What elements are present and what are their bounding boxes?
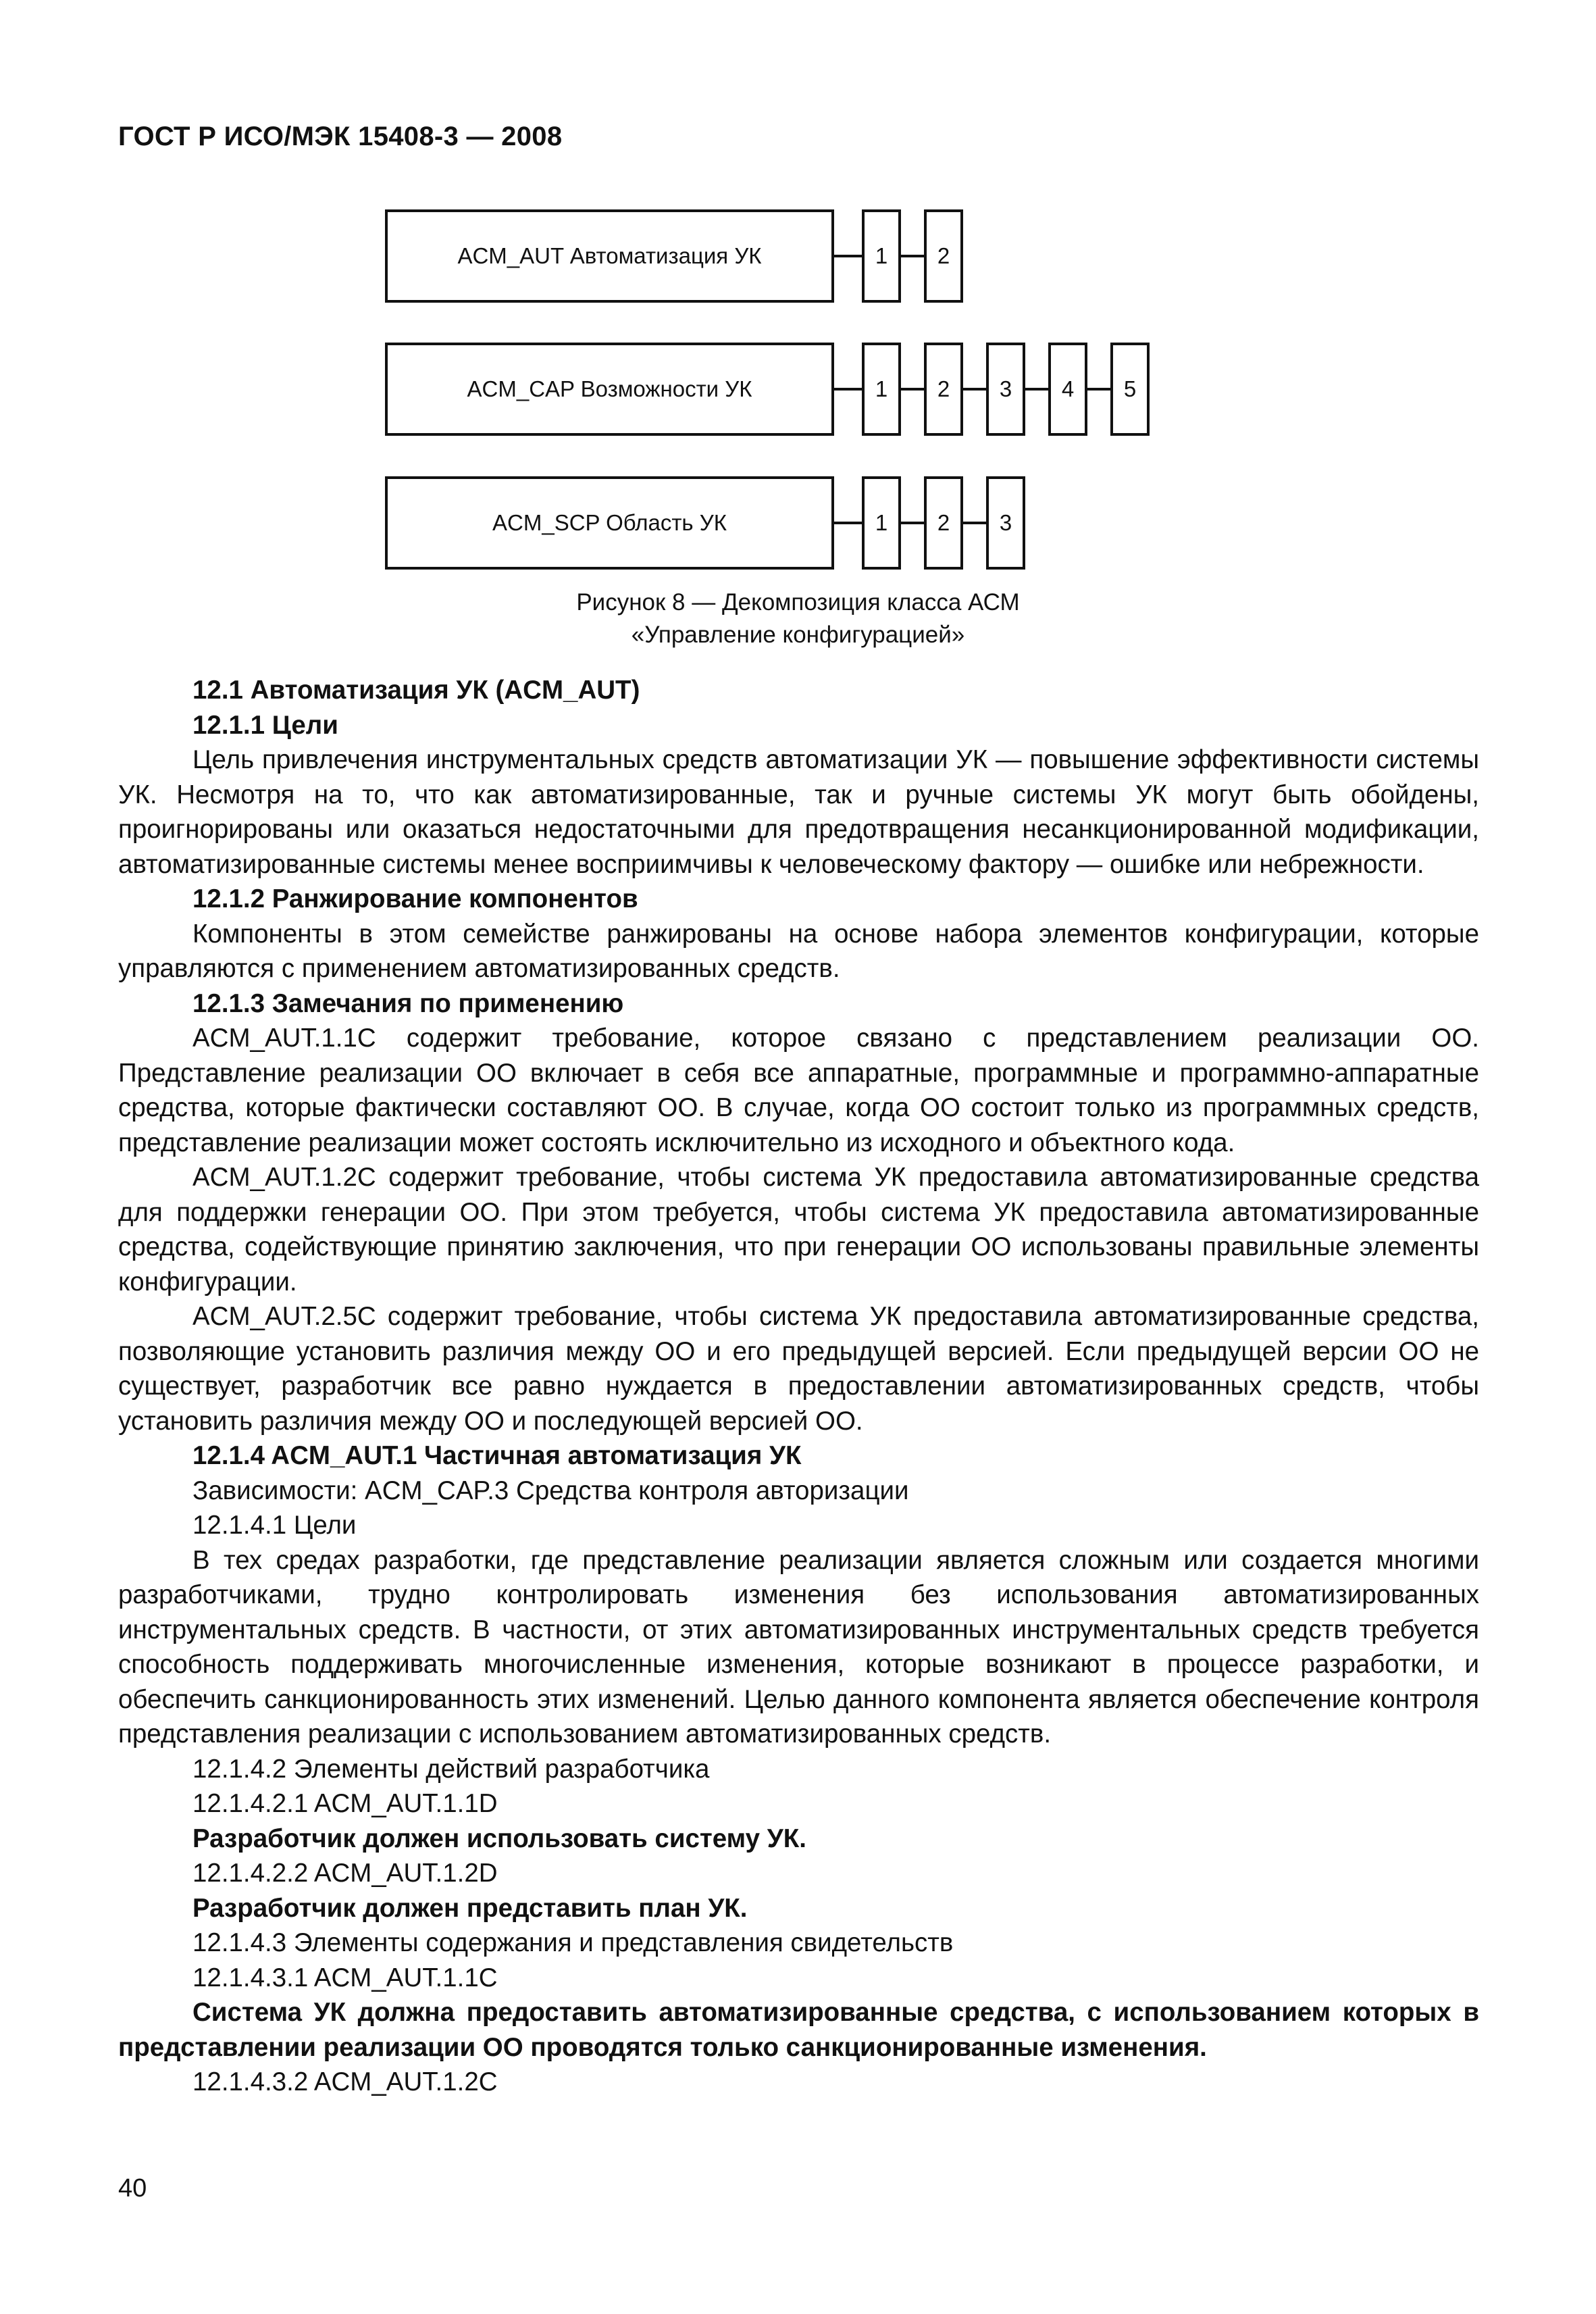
connector-line (831, 388, 862, 391)
connector-line (901, 522, 924, 524)
component-box: 3 (986, 476, 1025, 570)
document-header: ГОСТ Р ИСО/МЭК 15408-3 — 2008 (118, 122, 563, 151)
connector-line (1087, 388, 1110, 391)
component-box: 4 (1048, 343, 1087, 436)
paragraph: ACM_AUT.2.5C содержит требование, чтобы система УК предоставила автоматизированные средства, позволяющие установить различия между ОО и его предыдущей версией. Если предыдущей версии ОО не существует, разработчик все равно нуждается в предоставлении автоматизированных средств, чтобы установить различия между ОО и последующей версией ОО. (118, 1302, 1479, 1436)
paragraph: 12.1.4.2.1 ACM_AUT.1.1D (192, 1789, 498, 1818)
component-box: 1 (862, 209, 901, 303)
requirement-statement: Разработчик должен представить план УК. (192, 1893, 748, 1923)
paragraph: 12.1.4.3.2 ACM_AUT.1.2C (192, 2067, 498, 2096)
paragraph: Зависимости: ACM_CAP.3 Средства контроля авторизации (192, 1476, 909, 1505)
paragraph: 12.1.4.2.2 ACM_AUT.1.2D (192, 1859, 498, 1888)
section-heading: 12.1.3 Замечания по применению (192, 988, 624, 1018)
paragraph: ACM_AUT.1.1C содержит требование, которое связано с представлением реализации ОО. Представление реализации ОО включает в себя все аппаратные, программные и программно-аппаратные средства, которые фактически составляют ОО. В случае, когда ОО состоит только из программных средств, представление реализации может состоять исключительно из исходного и объектного кода. (118, 1024, 1479, 1157)
connector-line (901, 388, 924, 391)
family-box-acm-aut: ACM_AUT Автоматизация УК (385, 209, 834, 303)
page-number: 40 (118, 2174, 147, 2203)
requirement-statement: Система УК должна предоставить автоматизированные средства, с использованием которых в представлении реализации ОО проводятся только санкционированные изменения. (118, 1998, 1479, 2062)
paragraph: Цель привлечения инструментальных средств автоматизации УК — повышение эффективности системы УК. Несмотря на то, что как автоматизированные, так и ручные системы УК могут быть обойдены, проигнорированы или оказаться недостаточными для предотвращения несанкционированной модификации, автоматизированные системы менее восприимчивы к человеческому фактору — ошибке или небрежности. (118, 745, 1479, 879)
paragraph: ACM_AUT.1.2C содержит требование, чтобы система УК предоставила автоматизированные средства для поддержки генерации ОО. При этом требуется, чтобы система УК предоставила автоматизированные средства, содействующие принятию заключения, что при генерации ОО использованы правильные элементы конфигурации. (118, 1163, 1479, 1297)
section-heading: 12.1.4 ACM_AUT.1 Частичная автоматизация УК (192, 1441, 802, 1470)
class-decomposition-diagram (385, 209, 1222, 574)
component-box: 1 (862, 476, 901, 570)
connector-line (963, 522, 986, 524)
section-heading: 12.1.2 Ранжирование компонентов (192, 884, 638, 913)
family-box-acm-cap: ACM_CAP Возможности УК (385, 343, 834, 436)
component-box: 3 (986, 343, 1025, 436)
component-box: 5 (1110, 343, 1150, 436)
component-box: 1 (862, 343, 901, 436)
paragraph: 12.1.4.1 Цели (192, 1511, 357, 1540)
component-box: 2 (924, 343, 963, 436)
connector-line (831, 522, 862, 524)
figure-caption (0, 586, 1596, 651)
paragraph: Компоненты в этом семействе ранжированы на основе набора элементов конфигурации, которые управляются с применением автоматизированных средств. (118, 919, 1479, 983)
paragraph: В тех средах разработки, где представление реализации является сложным или создается многими разработчиками, трудно контролировать изменения без использования автоматизированных инструментальных средств. В частности, от этих автоматизированных инструментальных средств требуется способность поддерживать многочисленные изменения, которые возникают в процессе разработки, и обеспечить санкционированность этих изменений. Целью данного компонента является обеспечение контроля представления реализации с использованием автоматизированных средств. (118, 1545, 1479, 1749)
requirement-statement: Разработчик должен использовать систему УК. (192, 1823, 806, 1853)
paragraph: 12.1.4.3.1 ACM_AUT.1.1C (192, 1963, 498, 1992)
figure-caption-line-2: «Управление конфигурацией» (631, 622, 965, 648)
paragraph: 12.1.4.3 Элементы содержания и представления свидетельств (192, 1928, 954, 1957)
document-body (118, 673, 1479, 2100)
connector-line (1025, 388, 1048, 391)
family-box-acm-scp: ACM_SCP Область УК (385, 476, 834, 570)
figure-caption-line-1: Рисунок 8 — Декомпозиция класса АСМ (576, 589, 1020, 615)
connector-line (963, 388, 986, 391)
component-box: 2 (924, 476, 963, 570)
section-heading: 12.1 Автоматизация УК (ACM_AUT) (192, 676, 640, 705)
section-heading: 12.1.1 Цели (192, 710, 338, 740)
connector-line (901, 255, 924, 257)
component-box: 2 (924, 209, 963, 303)
paragraph: 12.1.4.2 Элементы действий разработчика (192, 1754, 710, 1784)
connector-line (831, 255, 862, 257)
